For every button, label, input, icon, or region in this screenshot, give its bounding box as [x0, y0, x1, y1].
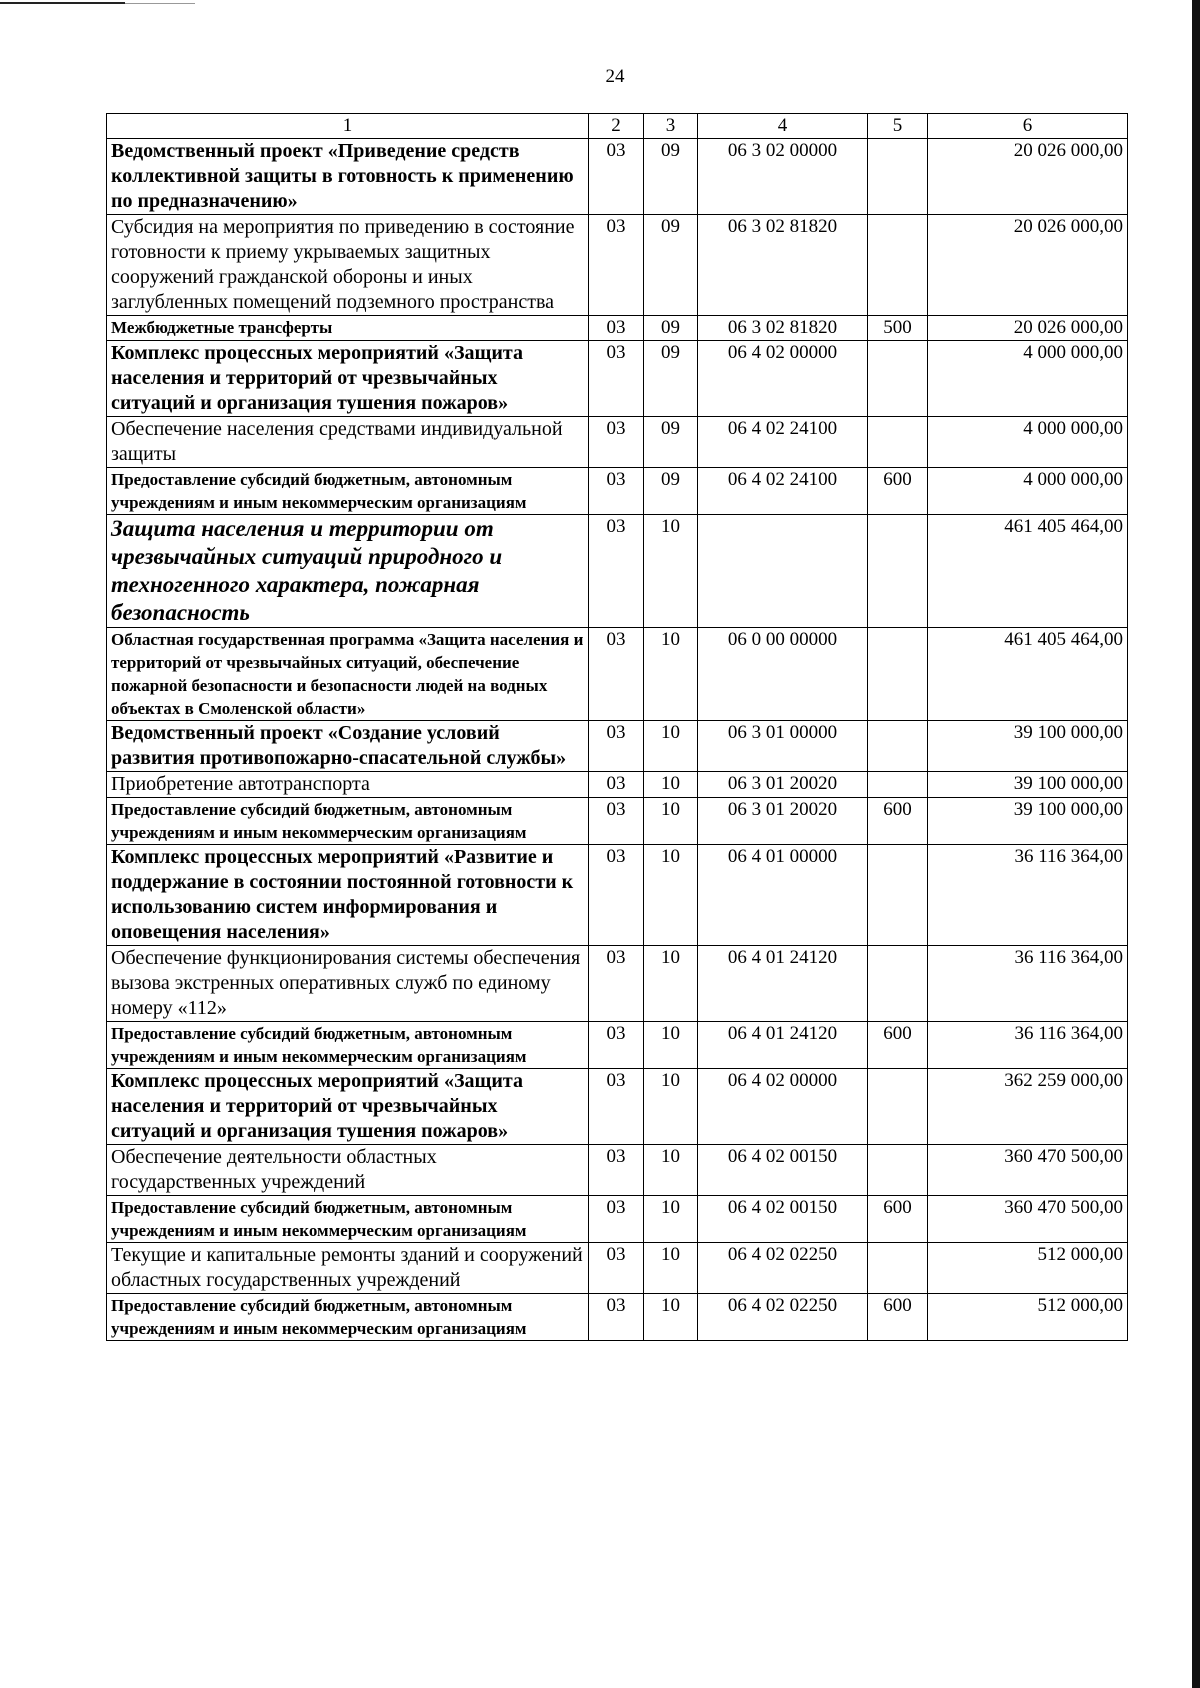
- subsection-code-cell: 09: [644, 468, 698, 515]
- section-code-cell: 03: [589, 1022, 644, 1069]
- expense-type-cell: 500: [868, 316, 928, 341]
- expense-type-cell: 600: [868, 798, 928, 845]
- section-code-cell: 03: [589, 139, 644, 215]
- table-row: [107, 946, 1128, 1022]
- amount-cell: 360 470 500,00: [928, 1145, 1128, 1196]
- amount-cell: 362 259 000,00: [928, 1069, 1128, 1145]
- expense-type-cell: [868, 628, 928, 721]
- table-row: [107, 1069, 1128, 1145]
- subsection-code-cell: 09: [644, 139, 698, 215]
- section-code-cell: 03: [589, 215, 644, 316]
- target-article-cell: 06 3 01 20020: [698, 798, 868, 845]
- amount-cell: 39 100 000,00: [928, 798, 1128, 845]
- subsection-code-cell: 09: [644, 316, 698, 341]
- row-name-cell: Обеспечение деятельности областных государственных учреждений: [107, 1145, 589, 1196]
- expense-type-cell: [868, 721, 928, 772]
- subsection-code-cell: 10: [644, 515, 698, 628]
- table-row: [107, 1196, 1128, 1243]
- row-name-cell: Предоставление субсидий бюджетным, автономным учреждениям и иным некоммерческим организациям: [107, 1196, 589, 1243]
- target-article-cell: 06 4 01 24120: [698, 946, 868, 1022]
- amount-cell: 4 000 000,00: [928, 468, 1128, 515]
- target-article-cell: 06 4 02 00150: [698, 1196, 868, 1243]
- target-article-cell: 06 3 01 20020: [698, 772, 868, 798]
- expense-type-cell: [868, 139, 928, 215]
- expense-type-cell: [868, 417, 928, 468]
- subsection-code-cell: 10: [644, 1069, 698, 1145]
- table-row: [107, 798, 1128, 845]
- subsection-code-cell: 10: [644, 845, 698, 946]
- target-article-cell: 06 4 02 00150: [698, 1145, 868, 1196]
- subsection-code-cell: 10: [644, 946, 698, 1022]
- target-article-cell: 06 0 00 00000: [698, 628, 868, 721]
- row-name-cell: Защита населения и территории от чрезвычайных ситуаций природного и техногенного характера, пожарная безопасность: [107, 515, 589, 628]
- table-row: [107, 1022, 1128, 1069]
- column-header: 4: [698, 114, 868, 139]
- target-article-cell: 06 4 02 24100: [698, 417, 868, 468]
- row-name-cell: Предоставление субсидий бюджетным, автономным учреждениям и иным некоммерческим организациям: [107, 468, 589, 515]
- section-code-cell: 03: [589, 341, 644, 417]
- section-code-cell: 03: [589, 316, 644, 341]
- table-row: [107, 1145, 1128, 1196]
- subsection-code-cell: 10: [644, 1243, 698, 1294]
- subsection-code-cell: 10: [644, 1196, 698, 1243]
- row-name-cell: Ведомственный проект «Создание условий развития противопожарно-спасательной службы»: [107, 721, 589, 772]
- expense-type-cell: [868, 946, 928, 1022]
- amount-cell: 36 116 364,00: [928, 946, 1128, 1022]
- amount-cell: 20 026 000,00: [928, 316, 1128, 341]
- subsection-code-cell: 10: [644, 1145, 698, 1196]
- expense-type-cell: [868, 341, 928, 417]
- table-row: [107, 845, 1128, 946]
- row-name-cell: Областная государственная программа «Защита населения и территорий от чрезвычайных ситуаций, обеспечение пожарной безопасности и безопасности людей на водных объектах в Смоленской области»: [107, 628, 589, 721]
- column-header: 3: [644, 114, 698, 139]
- target-article-cell: 06 4 02 24100: [698, 468, 868, 515]
- target-article-cell: 06 4 02 00000: [698, 341, 868, 417]
- row-name-cell: Субсидия на мероприятия по приведению в состояние готовности к приему укрываемых защитных сооружений гражданской обороны и иных заглубленных помещений подземного пространства: [107, 215, 589, 316]
- subsection-code-cell: 10: [644, 1294, 698, 1341]
- section-code-cell: 03: [589, 772, 644, 798]
- section-code-cell: 03: [589, 1069, 644, 1145]
- subsection-code-cell: 10: [644, 721, 698, 772]
- row-name-cell: Ведомственный проект «Приведение средств коллективной защиты в готовность к применению по предназначению»: [107, 139, 589, 215]
- section-code-cell: 03: [589, 1243, 644, 1294]
- column-header: 2: [589, 114, 644, 139]
- row-name-cell: Комплекс процессных мероприятий «Защита населения и территорий от чрезвычайных ситуаций и организация тушения пожаров»: [107, 341, 589, 417]
- table-row: [107, 215, 1128, 316]
- section-code-cell: 03: [589, 417, 644, 468]
- amount-cell: 20 026 000,00: [928, 215, 1128, 316]
- row-name-cell: Текущие и капитальные ремонты зданий и сооружений областных государственных учреждений: [107, 1243, 589, 1294]
- scan-artifact-line: [0, 2, 125, 4]
- target-article-cell: 06 4 01 00000: [698, 845, 868, 946]
- column-header: 6: [928, 114, 1128, 139]
- amount-cell: 4 000 000,00: [928, 341, 1128, 417]
- table-row: [107, 1243, 1128, 1294]
- target-article-cell: 06 4 02 02250: [698, 1294, 868, 1341]
- amount-cell: 461 405 464,00: [928, 515, 1128, 628]
- table-row: [107, 468, 1128, 515]
- section-code-cell: 03: [589, 721, 644, 772]
- amount-cell: 39 100 000,00: [928, 772, 1128, 798]
- expense-type-cell: [868, 1069, 928, 1145]
- section-code-cell: 03: [589, 1145, 644, 1196]
- header-row: [107, 114, 1128, 139]
- section-code-cell: 03: [589, 1294, 644, 1341]
- table-row: [107, 628, 1128, 721]
- column-header: 5: [868, 114, 928, 139]
- row-name-cell: Комплекс процессных мероприятий «Защита населения и территорий от чрезвычайных ситуаций и организация тушения пожаров»: [107, 1069, 589, 1145]
- target-article-cell: 06 4 01 24120: [698, 1022, 868, 1069]
- expense-type-cell: 600: [868, 1294, 928, 1341]
- row-name-cell: Приобретение автотранспорта: [107, 772, 589, 798]
- section-code-cell: 03: [589, 468, 644, 515]
- amount-cell: 36 116 364,00: [928, 845, 1128, 946]
- subsection-code-cell: 10: [644, 798, 698, 845]
- row-name-cell: Обеспечение населения средствами индивидуальной защиты: [107, 417, 589, 468]
- section-code-cell: 03: [589, 845, 644, 946]
- table-row: [107, 721, 1128, 772]
- row-name-cell: Обеспечение функционирования системы обеспечения вызова экстренных оперативных служб по единому номеру «112»: [107, 946, 589, 1022]
- subsection-code-cell: 10: [644, 628, 698, 721]
- expense-type-cell: [868, 515, 928, 628]
- table-row: [107, 515, 1128, 628]
- table-row: [107, 341, 1128, 417]
- column-header: 1: [107, 114, 589, 139]
- page-number: 24: [605, 66, 625, 87]
- subsection-code-cell: 09: [644, 341, 698, 417]
- amount-cell: 20 026 000,00: [928, 139, 1128, 215]
- amount-cell: 512 000,00: [928, 1294, 1128, 1341]
- target-article-cell: 06 4 02 00000: [698, 1069, 868, 1145]
- expense-type-cell: [868, 215, 928, 316]
- amount-cell: 512 000,00: [928, 1243, 1128, 1294]
- expense-type-cell: [868, 772, 928, 798]
- amount-cell: 39 100 000,00: [928, 721, 1128, 772]
- section-code-cell: 03: [589, 515, 644, 628]
- amount-cell: 4 000 000,00: [928, 417, 1128, 468]
- subsection-code-cell: 10: [644, 772, 698, 798]
- amount-cell: 36 116 364,00: [928, 1022, 1128, 1069]
- row-name-cell: Межбюджетные трансферты: [107, 316, 589, 341]
- expense-type-cell: [868, 845, 928, 946]
- expense-type-cell: [868, 1145, 928, 1196]
- row-name-cell: Предоставление субсидий бюджетным, автономным учреждениям и иным некоммерческим организациям: [107, 798, 589, 845]
- scan-edge: [1192, 0, 1200, 1688]
- target-article-cell: [698, 515, 868, 628]
- target-article-cell: 06 3 02 81820: [698, 316, 868, 341]
- expense-type-cell: [868, 1243, 928, 1294]
- table-row: [107, 1294, 1128, 1341]
- row-name-cell: Комплекс процессных мероприятий «Развитие и поддержание в состоянии постоянной готовности к использованию систем информирования и оповещения населения»: [107, 845, 589, 946]
- amount-cell: 461 405 464,00: [928, 628, 1128, 721]
- subsection-code-cell: 10: [644, 1022, 698, 1069]
- target-article-cell: 06 3 02 81820: [698, 215, 868, 316]
- subsection-code-cell: 09: [644, 215, 698, 316]
- row-name-cell: Предоставление субсидий бюджетным, автономным учреждениям и иным некоммерческим организациям: [107, 1022, 589, 1069]
- expense-type-cell: 600: [868, 468, 928, 515]
- expense-type-cell: 600: [868, 1196, 928, 1243]
- amount-cell: 360 470 500,00: [928, 1196, 1128, 1243]
- target-article-cell: 06 3 01 00000: [698, 721, 868, 772]
- budget-table: [106, 113, 1128, 1341]
- table-row: [107, 316, 1128, 341]
- target-article-cell: 06 4 02 02250: [698, 1243, 868, 1294]
- scan-artifact-line: [125, 3, 195, 4]
- target-article-cell: 06 3 02 00000: [698, 139, 868, 215]
- table-row: [107, 139, 1128, 215]
- section-code-cell: 03: [589, 798, 644, 845]
- section-code-cell: 03: [589, 628, 644, 721]
- section-code-cell: 03: [589, 946, 644, 1022]
- section-code-cell: 03: [589, 1196, 644, 1243]
- table-row: [107, 417, 1128, 468]
- row-name-cell: Предоставление субсидий бюджетным, автономным учреждениям и иным некоммерческим организациям: [107, 1294, 589, 1341]
- table-row: [107, 772, 1128, 798]
- expense-type-cell: 600: [868, 1022, 928, 1069]
- subsection-code-cell: 09: [644, 417, 698, 468]
